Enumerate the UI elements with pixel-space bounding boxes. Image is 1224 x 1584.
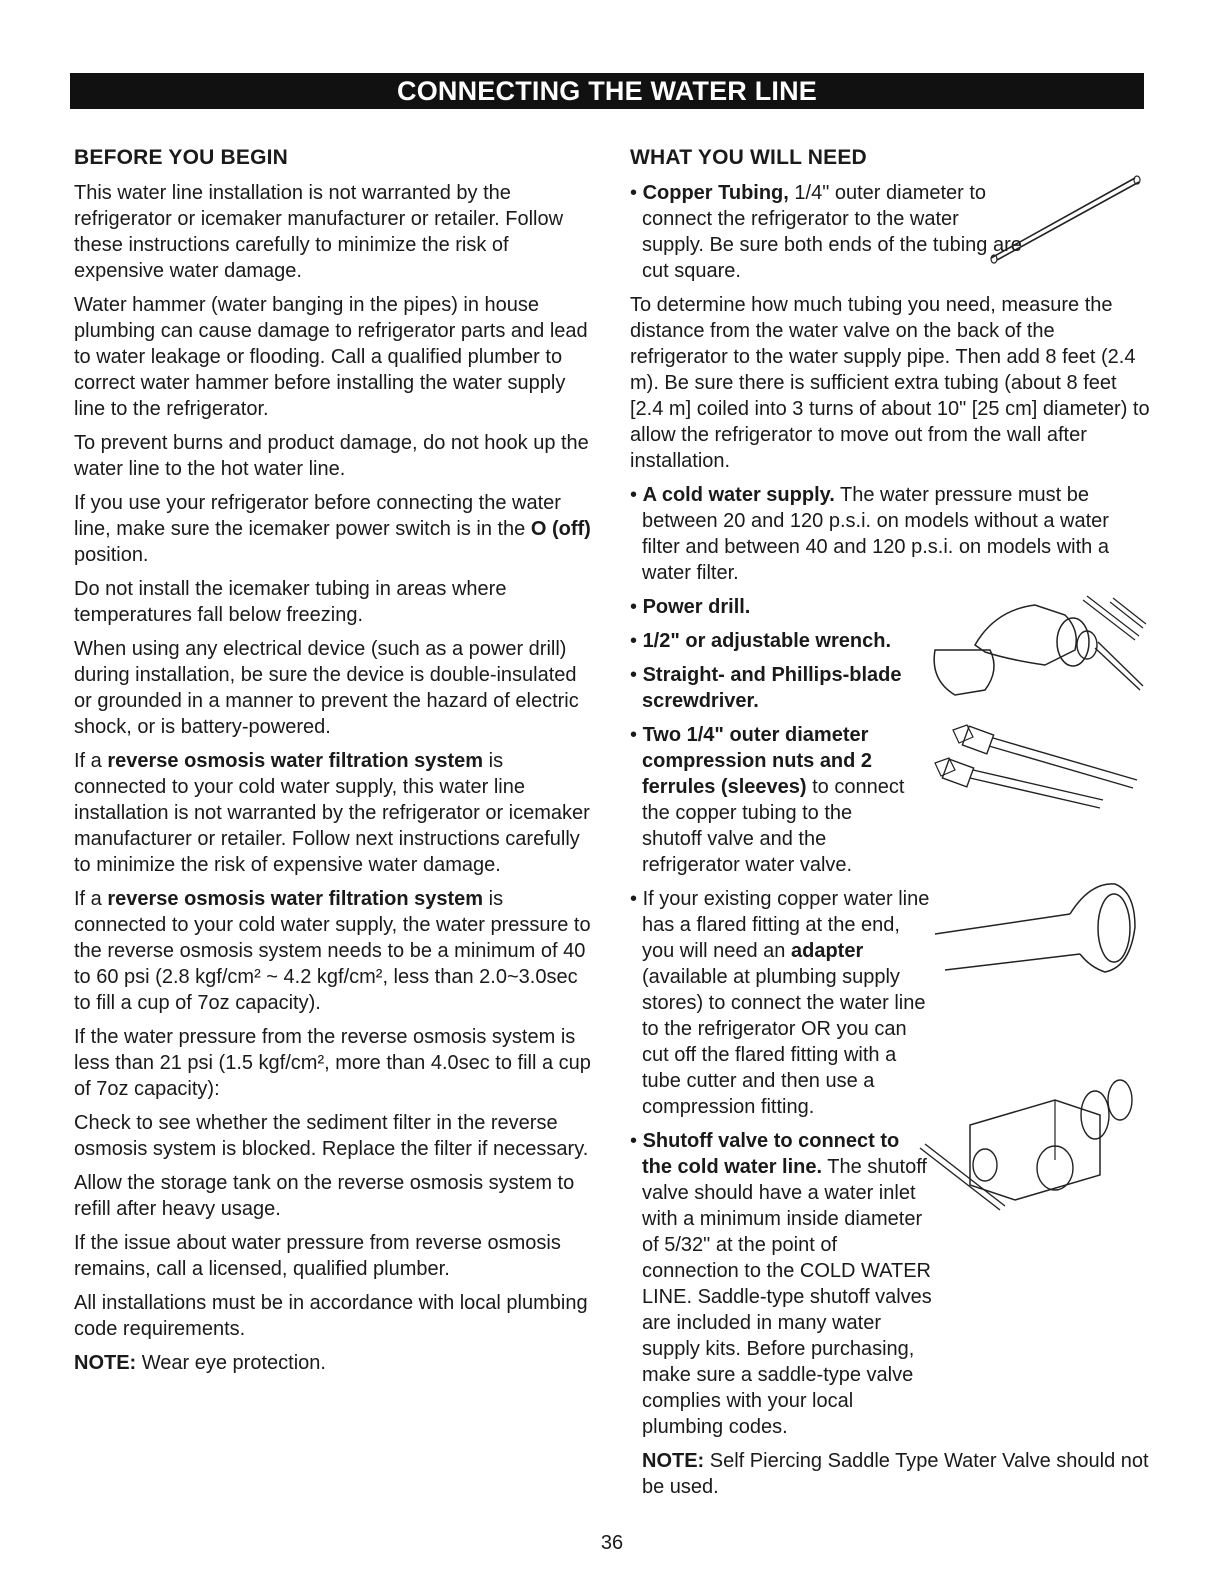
before-you-begin-section — [74, 144, 594, 1384]
paragraph: Allow the storage tank on the reverse osmosis system to refill after heavy usage. — [74, 1172, 575, 1220]
list-item: • A cold water supply. The water pressure must be between 20 and 120 p.s.i. on models without a water filter and between 40 and 120 p.s.i. on models with a water filter. — [630, 484, 1109, 584]
list-item: • 1/2" or adjustable wrench. — [630, 630, 892, 652]
bold-text: adapter — [790, 940, 864, 962]
what-you-will-need-section — [630, 144, 1150, 1508]
bold-text: Shutoff valve to connect to the cold water line. — [642, 1130, 900, 1178]
shutoff-valve-illustration — [915, 1070, 1145, 1220]
text: 1/4" outer diameter to connect the refrigerator to the water supply. Be sure both ends of the tubing are cut square. — [642, 182, 1022, 282]
paragraph — [74, 886, 594, 1016]
paragraph — [74, 748, 594, 878]
section-heading: WHAT YOU WILL NEED — [630, 146, 867, 169]
note — [74, 1350, 594, 1376]
text: to connect the copper tubing to the shutoff valve and the refrigerator water valve. — [642, 776, 905, 876]
bold-text: Straight- and Phillips-blade screwdriver. — [642, 664, 902, 712]
bold-text: Power drill. — [642, 596, 751, 618]
power-drill-illustration — [915, 590, 1150, 705]
text: The water pressure must be between 20 and 120 p.s.i. on models without a water filter and between 40 and 120 p.s.i. on models with a water filter. — [642, 484, 1109, 584]
note-text: Self Piercing Saddle Type Water Valve should not be used. — [642, 1450, 1149, 1498]
bold-text: reverse osmosis water filtration system — [107, 750, 484, 772]
bold-text: Copper Tubing, — [642, 182, 789, 204]
paragraph: Do not install the icemaker tubing in areas where temperatures fall below freezing. — [74, 578, 507, 626]
bold-text: Two 1/4" outer diameter compression nuts and 2 ferrules (sleeves) — [642, 724, 873, 798]
paragraph: All installations must be in accordance with local plumbing code requirements. — [74, 1292, 588, 1340]
note-label: NOTE: — [74, 1352, 137, 1374]
note-label: NOTE: — [642, 1450, 705, 1472]
page-number: 36 — [600, 1532, 624, 1554]
text: position. — [74, 544, 149, 566]
paragraph: To determine how much tubing you need, measure the distance from the water valve on the back of the refrigerator to the water supply pipe. Then add 8 feet (2.4 m). Be sure there is sufficient extra tubing (about 8 feet [2.4 m] coiled into 3 turns of about 10" [25 cm] diameter) to allow the refrigerator to move out from the wall after installation. — [630, 294, 1150, 472]
bold-text: reverse osmosis water filtration system — [107, 888, 484, 910]
section-heading: BEFORE YOU BEGIN — [74, 146, 289, 169]
paragraph: If the water pressure from the reverse osmosis system is less than 21 psi (1.5 kgf/cm², more than 4.0sec to fill a cup of 7oz capacity): — [74, 1026, 591, 1100]
paragraph: To prevent burns and product damage, do not hook up the water line to the hot water line. — [74, 432, 589, 480]
bold-text: 1/2" or adjustable wrench. — [642, 630, 892, 652]
paragraph — [74, 490, 594, 568]
text: If a — [74, 888, 108, 910]
note-text: Wear eye protection. — [136, 1352, 326, 1374]
bold-text: O (off) — [530, 518, 591, 540]
list-item: • Power drill. — [630, 596, 751, 618]
paragraph: This water line installation is not warranted by the refrigerator or icemaker manufacturer or retailer. Follow these instructions carefully to minimize the risk of expensive water damage. — [74, 182, 564, 282]
text: is connected to your cold water supply, the water pressure to the reverse osmosis system needs to be a minimum of 40 to 60 psi (2.8 kgf/cm² ~ 4.2 kgf/cm², less than 2.0~3.0sec to fill a cup of 7oz capacity). — [74, 888, 591, 1014]
list-item: • Straight- and Phillips-blade screwdriver. — [630, 664, 902, 712]
list-item: • Copper Tubing, 1/4" outer diameter to connect the refrigerator to the water supply. Be sure both ends of the tubing are cut square. — [630, 182, 1022, 282]
paragraph: If the issue about water pressure from reverse osmosis remains, call a licensed, qualified plumber. — [74, 1232, 561, 1280]
list-item: • Shutoff valve to connect to the cold water line. The shutoff valve should have a water inlet with a minimum inside diameter of 5/32" at the point of connection to the COLD WATER LINE. Saddle-type shutoff valves are included in many water supply kits. Before purchasing, make sure a saddle-type valve complies with your local plumbing codes. — [630, 1130, 932, 1438]
text: is connected to your cold water supply, this water line installation is not warranted by the refrigerator or icemaker manufacturer or retailer. Follow next instructions carefully to minimize the risk of expensive water damage. — [74, 750, 590, 876]
list-item: • If your existing copper water line has a flared fitting at the end, you will need an adapter (available at plumbing supply stores) to connect the water line to the refrigerator OR you can cut off the flared fitting with a tube cutter and then use a compression fitting. — [630, 888, 930, 1118]
flared-fitting-illustration — [930, 872, 1145, 982]
page-title: CONNECTING THE WATER LINE — [70, 73, 1144, 109]
list-item: • Two 1/4" outer diameter compression nuts and 2 ferrules (sleeves) to connect the copper tubing to the shutoff valve and the refrigerator water valve. — [630, 724, 905, 876]
compression-nuts-illustration — [915, 718, 1145, 813]
bold-text: A cold water supply. — [642, 484, 835, 506]
copper-tubing-illustration — [985, 170, 1145, 265]
note — [630, 1448, 1150, 1500]
text: If your existing copper water line has a flared fitting at the end, you will need an — [642, 888, 930, 962]
text: The shutoff valve should have a water inlet with a minimum inside diameter of 5/32" at the point of connection to the COLD WATER LINE. Saddle-type shutoff valves are included in many water supply kits. Before purchasing, make sure a saddle-type valve complies with your local plumbing codes. — [642, 1156, 932, 1438]
text: (available at plumbing supply stores) to connect the water line to the refrigerator OR you can cut off the flared fitting with a tube cutter and then use a compression fitting. — [642, 966, 926, 1118]
text: If a — [74, 750, 108, 772]
text: If you use your refrigerator before connecting the water line, make sure the icemaker power switch is in the — [74, 492, 561, 540]
paragraph: Check to see whether the sediment filter in the reverse osmosis system is blocked. Replace the filter if necessary. — [74, 1112, 589, 1160]
paragraph: When using any electrical device (such as a power drill) during installation, be sure the device is double-insulated or grounded in a manner to prevent the hazard of electric shock, or is battery-powered. — [74, 638, 579, 738]
paragraph: Water hammer (water banging in the pipes) in house plumbing can cause damage to refrigerator parts and lead to water leakage or flooding. Call a qualified plumber to correct water hammer before installing the water supply line to the refrigerator. — [74, 294, 588, 420]
